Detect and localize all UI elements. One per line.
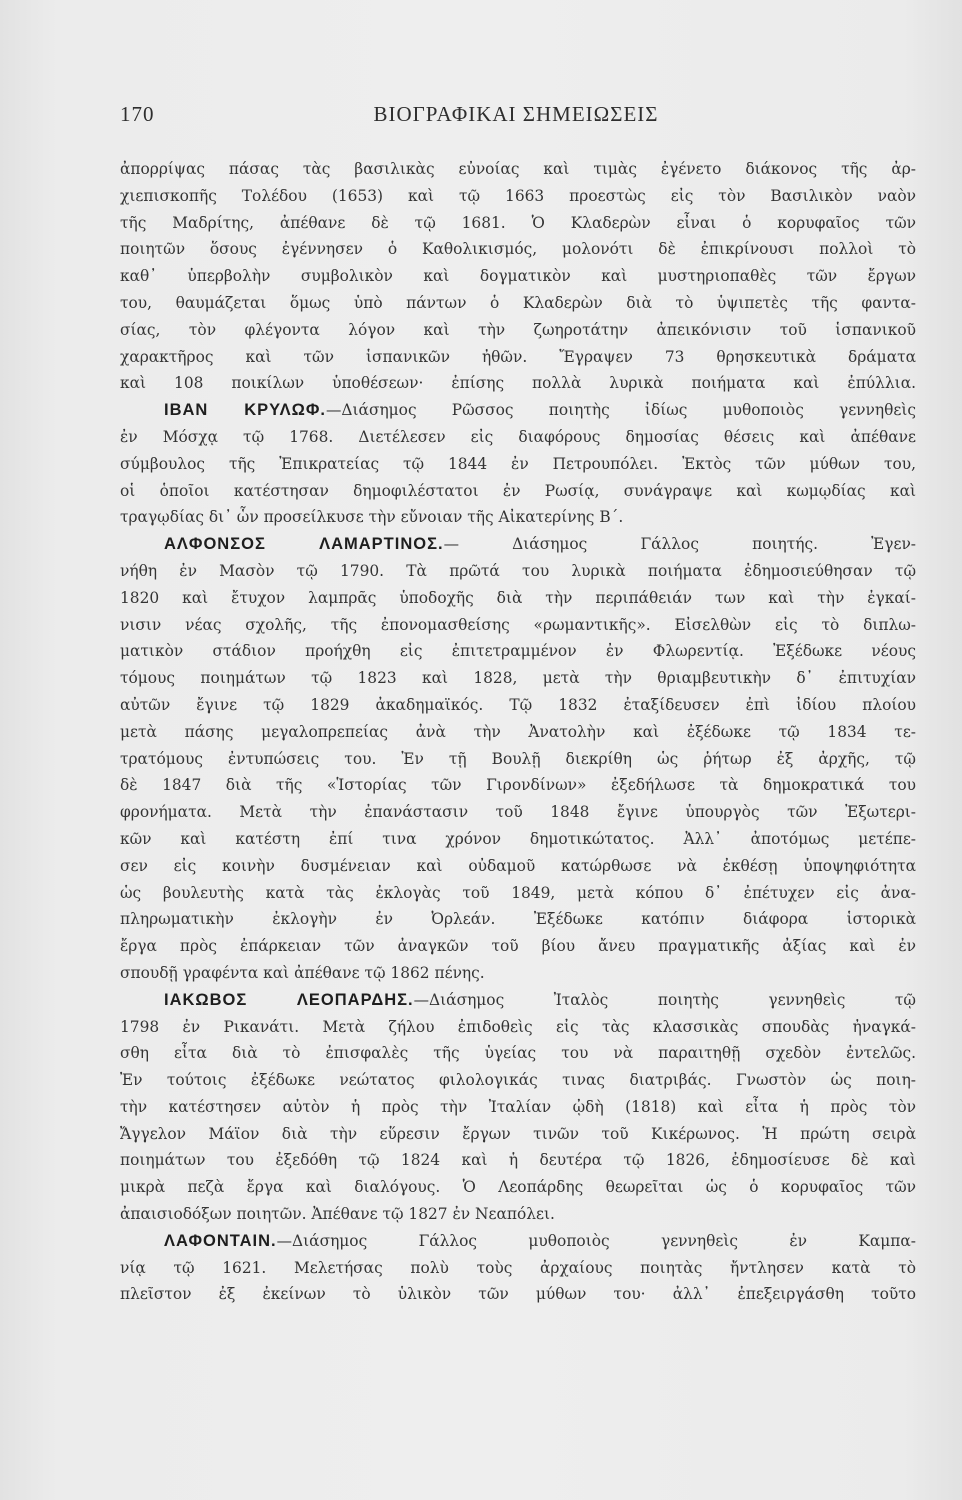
text-line: αὐτῶν ἔγινε τῷ 1829 ἀκαδημαϊκός. Τῷ 1832 ἐταξίδευσεν ἐπὶ ἰδίου πλοίου [120,695,916,714]
text-line: τῆς Μαδρίτης, ἀπέθανε δὲ τῷ 1681. Ὁ Κλαδερὼν εἶναι ὁ κορυφαῖος τῶν [120,213,916,232]
text-line: ἐν Μόσχᾳ τῷ 1768. Διετέλεσεν εἰς διαφόρους δημοσίας θέσεις καὶ ἀπέθανε [120,427,916,446]
entry-name: ΛΑΦΟΝΤΑΙΝ. [164,1231,277,1250]
text-line: νίᾳ τῷ 1621. Μελετήσας πολὺ τοὺς ἀρχαίους ποιητὰς ἤντλησεν κατὰ τὸ [120,1258,916,1277]
text-line: ὡς βουλευτὴς κατὰ τὰς ἐκλογὰς τοῦ 1849, μετὰ κόπου δ᾽ ἐπέτυχεν εἰς ἀνα- [120,883,916,902]
entry-lafontaine [120,1228,916,1308]
entry-name: ΙΒΑΝ ΚΡΥΛΩΦ. [164,401,327,420]
entry-first-line [120,1228,916,1255]
text-line: φρονήματα. Μετὰ τὴν ἐπανάστασιν τοῦ 1848 ἔγινε ὑπουργὸς τῶν Ἐξωτερι- [120,803,916,822]
text-line: χαρακτῆρος καὶ τῶν ἱσπανικῶν ἠθῶν. Ἔγραψεν 73 θρησκευτικὰ δράματα [120,347,916,366]
text-line: πλεῖστον ἐξ ἐκείνων τὸ ὑλικὸν τῶν μύθων του· ἀλλ᾽ ἐπεξειργάσθη τοῦτο [120,1285,916,1304]
page-body [120,156,916,1308]
text-line: Ἐν τούτοις ἐξέδωκε νεώτατος φιλολογικάς τινας διατριβάς. Γνωστὸν ὡς ποιη- [120,1071,916,1090]
entry-first-line [120,397,916,424]
text-line: ἀπορρίψας πάσας τὰς βασιλικὰς εὐνοίας καὶ τιμὰς ἐγένετο διάκονος τῆς ἀρ- [120,160,916,178]
entry-first-line [120,531,916,558]
entry-name: ΙΑΚΩΒΟΣ ΛΕΟΠΑΡΔΗΣ. [164,990,414,1009]
text-line: καθ᾽ ὑπερβολὴν συμβολικὸν καὶ δογματικὸν καὶ μυστηριοπαθὲς τῶν ἔργων [120,267,916,286]
entry-krylov [120,397,916,531]
text-line: ἀπαισιοδόξων ποιητῶν. Ἀπέθανε τῷ 1827 ἐν Νεαπόλει. [120,1205,555,1224]
text-line: καὶ 108 ποικίλων ὑποθέσεων· ἐπίσης πολλὰ λυρικὰ ποιήματα καὶ ἐπύλλια. [120,374,916,393]
text-line: πληρωματικὴν ἐκλογὴν ἐν Ὀρλεάν. Ἐξέδωκε κατόπιν διάφορα ἱστορικὰ [120,910,916,929]
text-line: χιεπισκοπῆς Τολέδου (1653) καὶ τῷ 1663 προεστὼς εἰς τὸν Βασιλικὸν ναὸν [120,186,916,205]
text-line: ποιημάτων του ἐξεδόθη τῷ 1824 καὶ ἡ δευτέρα τῷ 1826, ἐδημοσίευσε δὲ καὶ [120,1151,916,1170]
text-line: κῶν καὶ κατέστη ἐπί τινα χρόνον δημοτικώτατος. Ἀλλ᾽ ἀποτόμως μετέπε- [120,829,916,848]
text-line: σπουδῇ γραφέντα καὶ ἀπέθανε τῷ 1862 πένης. [120,963,485,982]
text-line: δὲ 1847 διὰ τῆς «Ἱστορίας τῶν Γιρονδίνων» ἐξεδήλωσε τὰ δημοκρατικά του [120,776,916,795]
text-line: σεν εἰς κοινὴν δυσμένειαν καὶ οὐδαμοῦ κατώρθωσε νὰ ἐκθέσῃ ὑποψηφιότητα [120,856,916,875]
entry-leopardi [120,987,916,1228]
text-line: σθη εἶτα διὰ τὸ ἐπισφαλὲς τῆς ὑγείας του νὰ παραιτηθῇ σχεδὸν ἐντελῶς. [120,1044,916,1063]
page-header [120,102,912,132]
text-line: ματικὸν στάδιον προήχθη εἰς ἐπιτετραμμένον ἐν Φλωρεντίᾳ. Ἐξέδωκε νέους [120,642,916,661]
entry-kalderon-continued [120,156,916,397]
running-title: ΒΙΟΓΡΑΦΙΚΑΙ ΣΗΜΕΙΩΣΕΙΣ [373,102,659,126]
text-line: νήθη ἐν Μασὸν τῷ 1790. Τὰ πρῶτά του λυρικὰ ποιήματα ἐδημοσιεύθησαν τῷ [120,561,916,580]
text-line: τόμους ποιημάτων τῷ 1823 καὶ 1828, μετὰ τὴν θριαμβευτικὴν δ᾽ ἐπιτυχίαν [120,669,916,688]
entry-first-line [120,987,916,1014]
text-line: Ἄγγελον Μάϊον διὰ τὴν εὕρεσιν ἔργων τινῶν τοῦ Κικέρωνος. Ἡ πρώτη σειρὰ [120,1124,916,1143]
entry-first-rest: — Διάσημος Γάλλος ποιητής. Ἐγεν- [443,535,917,554]
text-line: τραγῳδίας δι᾽ ὧν προσείλκυσε τὴν εὔνοιαν τῆς Αἰκατερίνης Β΄. [120,508,624,527]
text-line: ἔργα πρὸς ἐπάρκειαν τῶν ἀναγκῶν τοῦ βίου ἄνευ πραγματικῆς ἀξίας καὶ ἐν [120,937,916,956]
entry-first-rest: —Διάσημος Ρῶσσος ποιητὴς ἰδίως μυθοποιὸς γεννηθεὶς [326,401,916,420]
text-line: σίας, τὸν φλέγοντα λόγον καὶ τὴν ζωηροτάτην ἀπεικόνισιν τοῦ ἱσπανικοῦ [120,320,916,339]
text-line: μικρὰ πεζὰ ἔργα καὶ διαλόγους. Ὁ Λεοπάρδης θεωρεῖται ὡς ὁ κορυφαῖος τῶν [120,1178,916,1197]
entry-lamartine [120,531,916,987]
entry-first-rest: —Διάσημος Γάλλος μυθοποιὸς γεννηθεὶς ἐν Καμπα- [276,1231,916,1250]
text-line: τρατόμους ἐντυπώσεις του. Ἐν τῇ Βουλῇ διεκρίθη ὡς ῥήτωρ ἐξ ἀρχῆς, τῷ [120,749,916,768]
text-line: 1798 ἐν Ρικανάτι. Μετὰ ζήλου ἐπιδοθεὶς εἰς τὰς κλασσικὰς σπουδὰς ἠναγκά- [120,1017,916,1036]
text-line: 1820 καὶ ἔτυχον λαμπρᾶς ὑποδοχῆς διὰ τὴν περιπάθειάν των καὶ τὴν ἐγκαί- [120,588,916,607]
text-line: μετὰ πάσης μεγαλοπρεπείας ἀνὰ τὴν Ἀνατολὴν καὶ ἐξέδωκε τῷ 1834 τε- [120,722,916,741]
entry-first-rest: —Διάσημος Ἰταλὸς ποιητὴς γεννηθεὶς τῷ [413,990,916,1009]
text-line: σύμβουλος τῆς Ἐπικρατείας τῷ 1844 ἐν Πετρουπόλει. Ἐκτὸς τῶν μύθων του, [120,454,916,473]
text-line: ποιητῶν ὅσους ἐγέννησεν ὁ Καθολικισμός, μολονότι δὲ ἐπικρίνουσι πολλοὶ τὸ [120,240,916,259]
text-line: νισιν νέας σχολῆς, τῆς ἐπονομασθείσης «ρωμαντικῆς». Εἰσελθὼν εἰς τὸ διπλω- [120,615,916,634]
text-line: οἱ ὁποῖοι κατέστησαν δημοφιλέστατοι ἐν Ρωσίᾳ, συνάγραψε καὶ κωμῳδίας καὶ [120,481,916,500]
entry-name: ΑΛΦΟΝΣΟΣ ΛΑΜΑΡΤΙΝΟΣ. [164,535,444,554]
page-number: 170 [120,102,155,126]
text-line: τὴν κατέστησεν αὐτὸν ἡ πρὸς τὴν Ἰταλίαν ᾠδὴ (1818) καὶ εἶτα ἡ πρὸς τὸν [120,1097,916,1116]
text-line: του, θαυμάζεται ὅμως ὑπὸ πάντων ὁ Κλαδερὼν διὰ τὸ ὑψιπετὲς τῆς φαντα- [120,293,916,312]
